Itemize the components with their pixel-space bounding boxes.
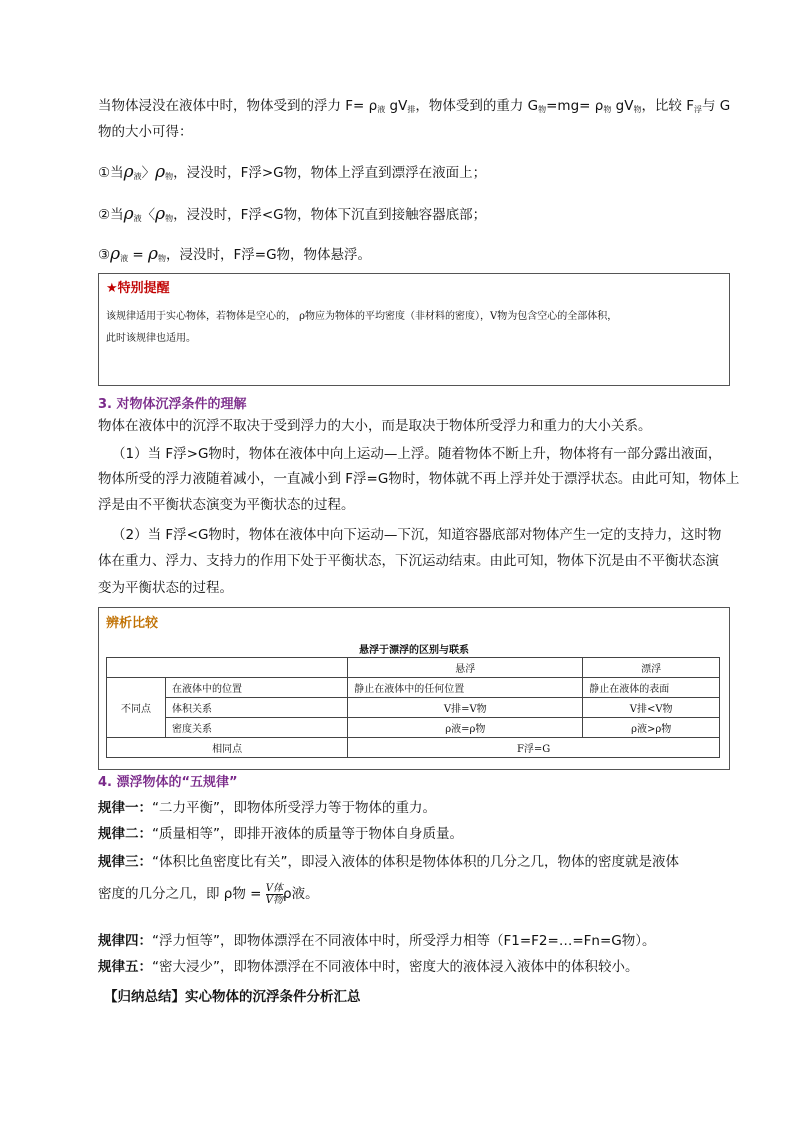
section-3-p1-l2: 物体所受的浮力液随着减小，一直减小到 F浮=G物时，物体就不再上浮并处于漂浮状态。由此可知，物体上 <box>98 471 740 487</box>
intro-line-1: 当物体浸没在液体中时，物体受到的浮力 $F= \rho_液$ $gV_排$，物体受到的重力 $G_物=mg= \rho_物$ $gV_物$，比较 $F_浮$与 G <box>98 98 731 114</box>
case-2: ②当$\rho_液$〈$\rho_物$，浸没时，F浮<G物，物体下沉直到接触容器底部； <box>98 204 487 224</box>
table-header-row <box>107 658 720 678</box>
case-1: ①当$\rho_液$〉$\rho_物$，浸没时，F浮>G物，物体上浮直到漂浮在液面上； <box>98 162 487 182</box>
reminder-box <box>98 273 730 386</box>
row-suspend: 静止在液体中的任何位置 <box>348 678 583 698</box>
rule-3-cont: 密度的几分之几，即 ρ物 = $\frac{\text{V体}}{\text{V物}}$ ρ液。 <box>98 882 319 906</box>
compare-title: 辨析比较 <box>106 616 159 631</box>
row-suspend: ρ液=ρ物 <box>348 718 583 738</box>
section-3-p2-l3: 变为平衡状态的过程。 <box>98 580 233 596</box>
summary-heading: 【归纳总结】实心物体的沉浮条件分析汇总 <box>104 989 361 1005</box>
rule-1: 规律一：“二力平衡”，即物体所受浮力等于物体的重力。 <box>98 800 436 816</box>
same-value: F浮=G <box>348 738 720 758</box>
row-label: 在液体中的位置 <box>166 678 348 698</box>
header-suspend: 悬浮 <box>348 658 583 678</box>
section-3-p1-l1: （1）当 F浮>G物时，物体在液体中向上运动—上浮。随着物体不断上升，物体将有一部分露出液面， <box>112 446 722 462</box>
row-label: 密度关系 <box>166 718 348 738</box>
rule-5: 规律五：“密大浸少”，即物体漂浮在不同液体中时，密度大的液体浸入液体中的体积较小。 <box>98 959 639 975</box>
section-3-p0: 物体在液体中的沉浮不取决于受到浮力的大小，而是取决于物体所受浮力和重力的大小关系。 <box>98 418 652 434</box>
compare-table <box>106 657 720 758</box>
row-float: ρ液>ρ物 <box>583 718 720 738</box>
reminder-title: ★特别提醒 <box>106 281 170 296</box>
row-label: 体积关系 <box>166 698 348 718</box>
intro-line-2: 物的大小可得： <box>98 124 193 140</box>
section-4-heading: 4. 漂浮物体的“五规律” <box>98 775 238 790</box>
section-3-p1-l3: 浮是由不平衡状态演变为平衡状态的过程。 <box>98 497 355 513</box>
diff-label: 不同点 <box>107 678 166 738</box>
case-3: $③\rho_液 = \rho_物$，浸没时，F浮=G物，物体悬浮。 <box>98 244 372 264</box>
volume-fraction: $\frac{\text{V体}}{\text{V物}}$ <box>265 882 283 906</box>
section-3-p2-l2: 体在重力、浮力、支持力的作用下处于平衡状态，下沉运动结束。由此可知，物体下沉是由不平衡状态演 <box>98 553 719 569</box>
same-label: 相同点 <box>107 738 348 758</box>
reminder-line-2: 此时该规律也适用。 <box>106 333 196 344</box>
row-float: 静止在液体的表面 <box>583 678 720 698</box>
table-row <box>107 698 720 718</box>
section-3-heading: 3. 对物体沉浮条件的理解 <box>98 397 247 412</box>
reminder-line-1: 该规律适用于实心物体，若物体是空心的， ρ物应为物体的平均密度（非材料的密度），V物为包含空心的全部体积， <box>106 311 618 322</box>
row-suspend: V排=V物 <box>348 698 583 718</box>
row-float: V排<V物 <box>583 698 720 718</box>
rule-3: 规律三：“体积比鱼密度比有关”，即浸入液体的体积是物体体积的几分之几，物体的密度就是液体 <box>98 854 679 870</box>
section-3-p2-l1: （2）当 F浮<G物时，物体在液体中向下运动—下沉，知道容器底部对物体产生一定的支持力，这时物 <box>112 527 722 543</box>
table-row <box>107 718 720 738</box>
rule-2: 规律二：“质量相等”，即排开液体的质量等于物体自身质量。 <box>98 826 463 842</box>
rule-4: 规律四：“浮力恒等”，即物体漂浮在不同液体中时，所受浮力相等（F1=F2=…=Fn=G物）。 <box>98 933 656 949</box>
header-float: 漂浮 <box>583 658 720 678</box>
compare-caption: 悬浮于漂浮的区别与联系 <box>359 645 469 656</box>
table-row <box>107 738 720 758</box>
table-row <box>107 678 720 698</box>
